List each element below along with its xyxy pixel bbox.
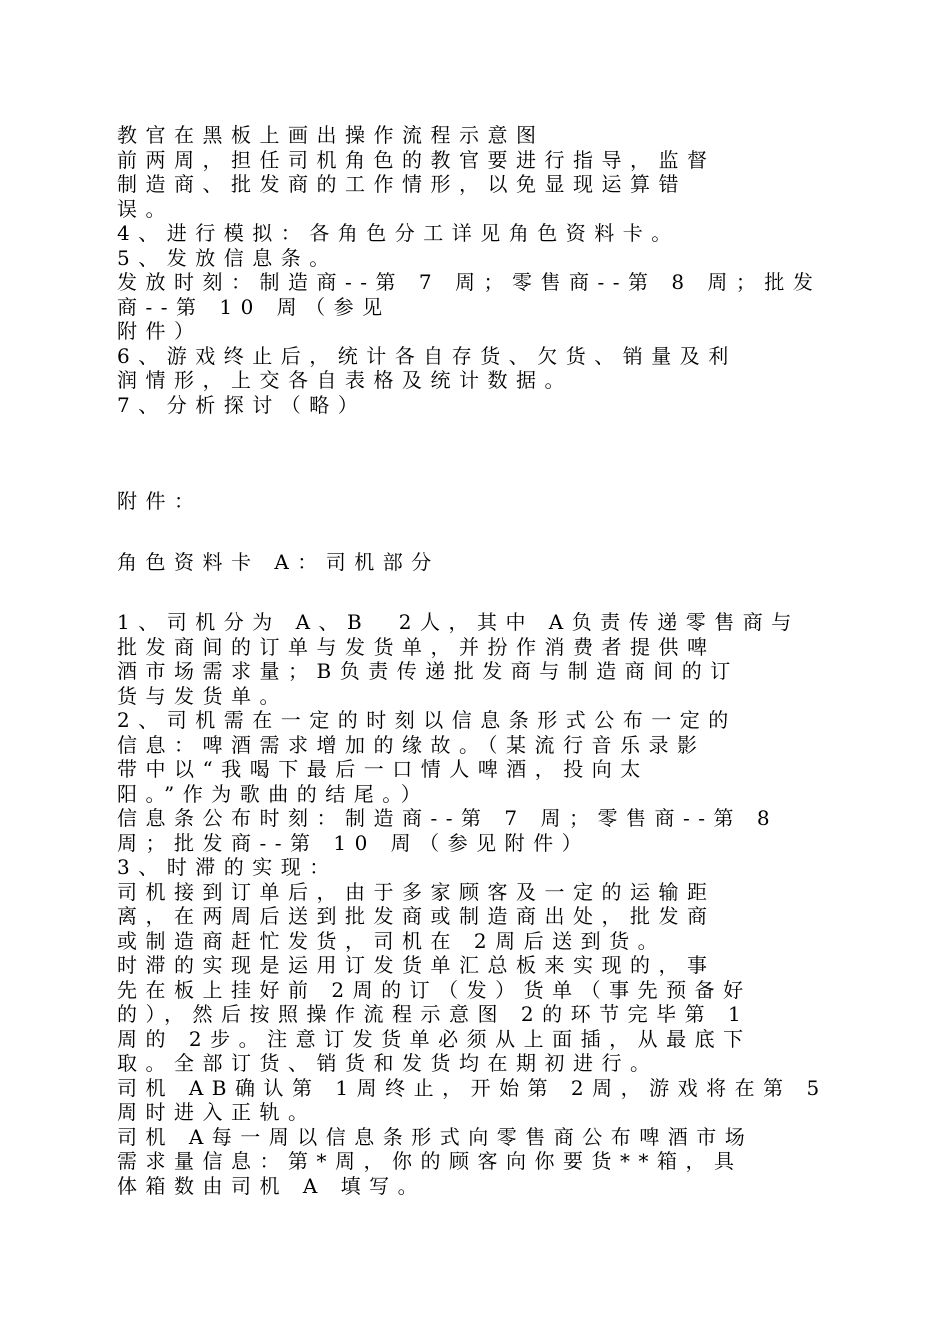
- role-card-line: 信息：啤酒需求增加的缘故。（某流行音乐录影: [117, 732, 706, 757]
- intro-line: 附件）: [117, 319, 203, 343]
- intro-line: 教官在黑板上画出操作流程示意图: [117, 123, 545, 147]
- role-card-line: 货与发货单。: [117, 683, 288, 708]
- intro-line: 7、分析探讨（略）: [117, 392, 367, 417]
- role-card-line: 阳。”作为歌曲的结尾。）: [117, 781, 430, 806]
- role-card-heading: 角色资料卡 A：司机部分: [117, 549, 440, 574]
- intro-line: 发放时刻：制造商--第 7 周；零售商--第 8 周；批发: [117, 270, 822, 294]
- spacer: [117, 417, 837, 453]
- intro-section: [117, 123, 837, 417]
- intro-line: 6、游戏终止后，统计各自存货、欠货、销量及利: [117, 343, 737, 368]
- spacer: [117, 453, 837, 489]
- role-card-line: 1、司机分为 A、B 2人，其中 A负责传递零售商与: [117, 610, 800, 634]
- intro-line: 5、发放信息条。: [117, 245, 338, 270]
- intro-line: 商--第 10 周（参见: [117, 294, 391, 319]
- role-card-line: 离，在两周后送到批发商或制造商出处，批发商: [117, 904, 716, 928]
- role-card-line: 酒市场需求量；B负责传递批发商与制造商间的订: [117, 659, 739, 683]
- role-card-line: 体箱数由司机 A 填写。: [117, 1173, 427, 1198]
- role-card-line: 周的 2步。注意订发货单必须从上面插，从最底下: [117, 1026, 752, 1051]
- role-card-line: 的），然后按照操作流程示意图 2的环节完毕第 1: [117, 1002, 750, 1026]
- role-card-line: 带中以“我喝下最后一口情人啤酒，投向太: [117, 757, 649, 781]
- intro-line: 润情形，上交各自表格及统计数据。: [117, 368, 573, 392]
- role-card-line: 司机 A每一周以信息条形式向零售商公布啤酒市场: [117, 1124, 754, 1149]
- intro-line: 前两周，担任司机角色的教官要进行指导，监督: [117, 147, 716, 172]
- intro-line: 误。: [117, 196, 174, 221]
- role-card-line: 取。全部订货、销货和发货均在期初进行。: [117, 1051, 659, 1075]
- role-card-line: 或制造商赶忙发货，司机在 2周后送到货。: [117, 928, 667, 953]
- role-card-line: 信息条公布时刻：制造商--第 7 周；零售商--第 8: [117, 806, 779, 830]
- spacer: [117, 514, 837, 550]
- role-card-line: 3、时滞的实现：: [117, 855, 338, 879]
- intro-line: 4、进行模拟：各角色分工详见角色资料卡。: [117, 221, 680, 245]
- role-card-line: 批发商间的订单与发货单，并扮作消费者提供啤: [117, 634, 716, 659]
- role-card-line: 需求量信息：第*周，你的顾客向你要货**箱，具: [117, 1149, 743, 1173]
- role-card-line: 周时进入正轨。: [117, 1100, 317, 1124]
- role-card-line: 先在板上挂好前 2周的订（发）货单（事先预备好: [117, 977, 752, 1002]
- document-body: [117, 123, 837, 1198]
- intro-line: 制造商、批发商的工作情形，以免显现运算错: [117, 172, 687, 196]
- role-card-line: 时滞的实现是运用订发货单汇总板来实现的，事: [117, 953, 716, 977]
- role-card-section: [117, 610, 837, 1198]
- role-card-line: 2、司机需在一定的时刻以信息条形式公布一定的: [117, 708, 737, 732]
- spacer: [117, 574, 837, 610]
- role-card-line: 周；批发商--第 10 周（参见附件）: [117, 830, 591, 855]
- role-card-line: 司机接到订单后，由于多家顾客及一定的运输距: [117, 879, 716, 904]
- attachment-heading: 附件：: [117, 489, 203, 513]
- role-card-line: 司机 AB确认第 1周终止，开始第 2周，游戏将在第 5: [117, 1075, 828, 1100]
